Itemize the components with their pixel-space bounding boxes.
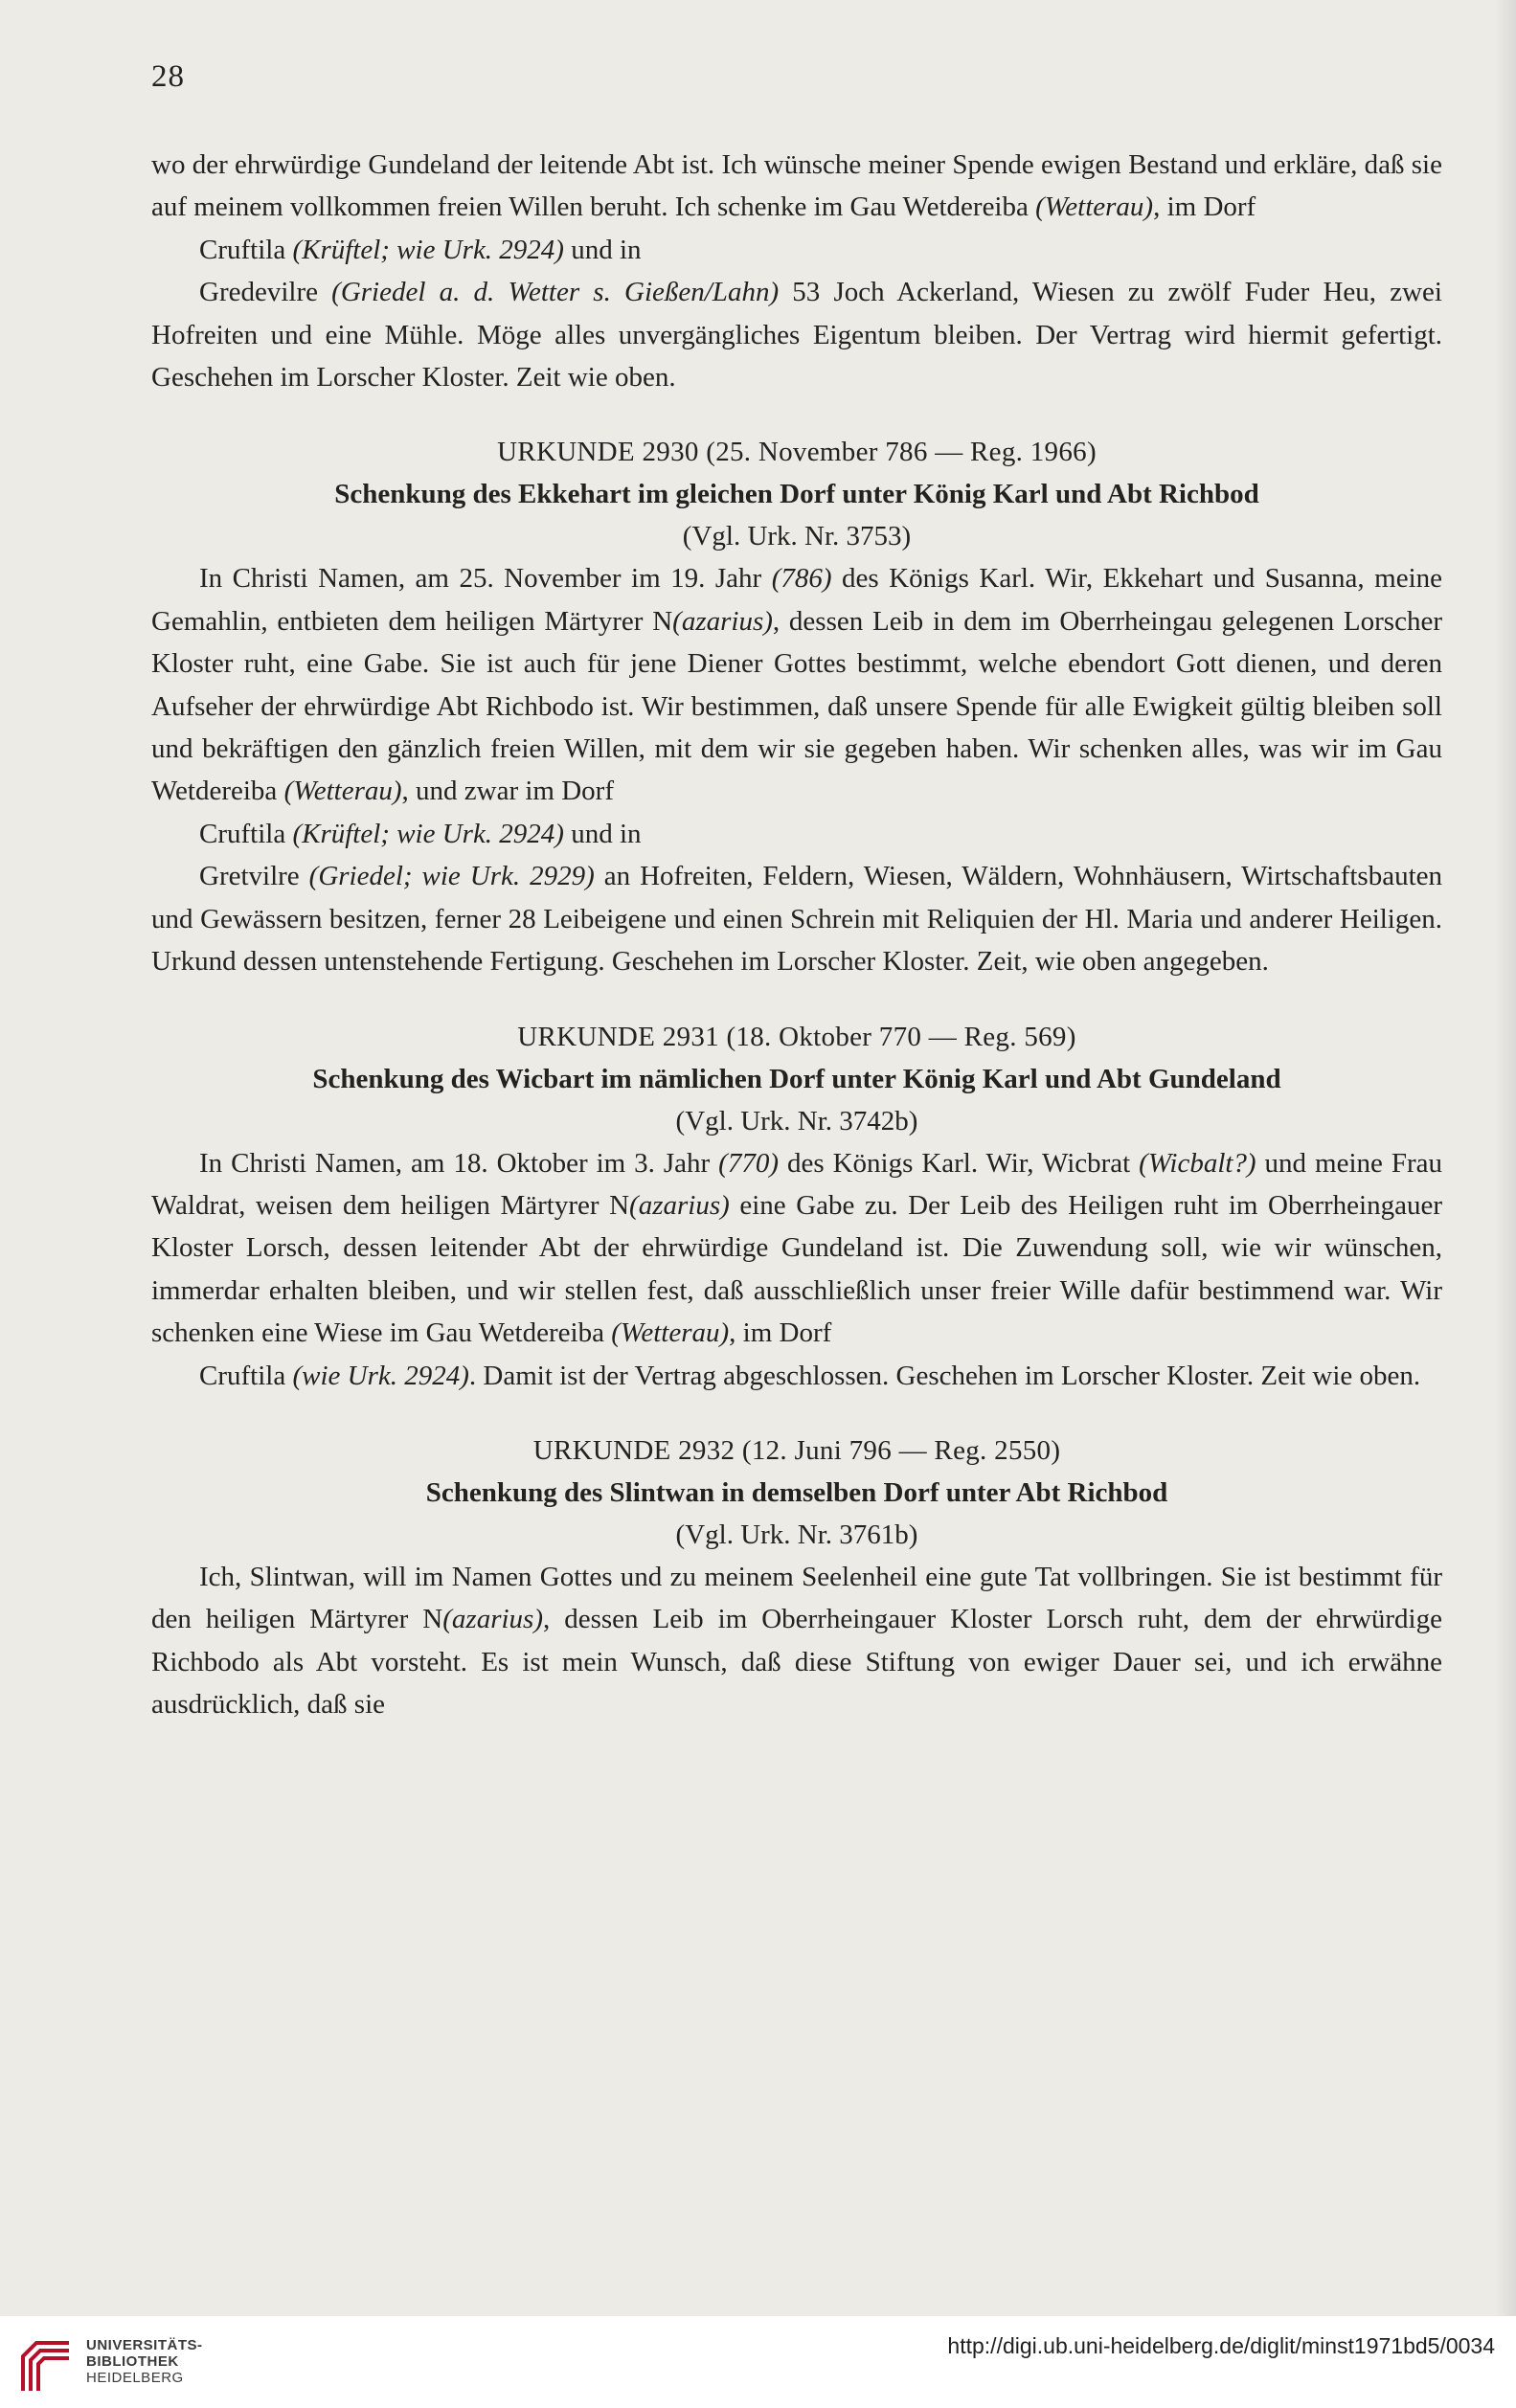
italic-annotation: (Wetterau) — [1035, 191, 1154, 223]
text-run: Gredevilre — [199, 277, 332, 308]
italic-annotation: (786) — [771, 563, 832, 595]
text-run: Cruftila — [199, 1360, 293, 1391]
text-run: Gretvilre — [199, 861, 309, 892]
text-run: , und zwar im Dorf — [401, 776, 614, 807]
paragraph — [151, 813, 1442, 855]
document-heading: URKUNDE 2930 (25. November 786 — Reg. 1966) — [497, 437, 1097, 468]
page-body — [151, 144, 1442, 1726]
italic-annotation: (Wetterau) — [283, 776, 402, 807]
paragraph — [151, 1142, 1442, 1355]
document-heading: URKUNDE 2932 (12. Juni 796 — Reg. 2550) — [532, 1434, 1061, 1466]
text-run: Cruftila — [199, 818, 293, 849]
document-section — [151, 1429, 1442, 1726]
text-run: Ich, Slintwan, will im Namen Gottes und zu meinem Seelenheil eine gute Tat vollbringen. Sie ist bestimmt für den heiligen Märtyrer N — [151, 1561, 1442, 1635]
italic-annotation: (770) — [718, 1147, 779, 1179]
text-run: des Königs Karl. Wir, Ekkehart und Susanna, meine Gemahlin, entbieten dem heiligen Märtyrer N — [151, 563, 1442, 637]
text-run: Cruftila — [199, 234, 293, 265]
text-run: In Christi Namen, am 18. Oktober im 3. Jahr — [199, 1147, 719, 1179]
library-name-line: BIBLIOTHEK — [86, 2353, 179, 2370]
italic-annotation: (azarius) — [629, 1189, 730, 1221]
document-section — [151, 431, 1442, 982]
text-run: und in — [563, 234, 642, 265]
text-run: , dessen Leib in dem im Oberrheingau gelegenen Lorscher Kloster ruht, eine Gabe. Sie ist auch für jene Diener Gottes bestimmt, welche ebendort Gott dienen, und deren Aufseher der ehrwürdige Abt Richbodo ist. Wir bestimmen, daß unsere Spende für alle Ewigkeit gültig bleiben soll und bekräftigen den gänzlich freien Willen, mit dem wir sie gegeben haben. Wir schenken alles, was wir im Gau Wetdereiba — [151, 605, 1442, 807]
text-run: , im Dorf — [1153, 191, 1256, 223]
text-run: des Königs Karl. Wir, Wicbrat — [778, 1147, 1140, 1179]
paragraph — [151, 144, 1442, 229]
library-name — [86, 2337, 203, 2386]
text-run: und in — [563, 818, 642, 849]
italic-annotation: (Griedel; wie Urk. 2929) — [308, 861, 595, 892]
page-number: 28 — [151, 59, 185, 94]
paragraph — [151, 1556, 1442, 1726]
italic-annotation: (Griedel a. d. Wetter s. Gießen/Lahn) — [331, 277, 780, 308]
document-title: Schenkung des Slintwan in demselben Dorf unter Abt Richbod — [425, 1476, 1168, 1508]
document-reference: (Vgl. Urk. Nr. 3761b) — [675, 1519, 918, 1550]
text-run: . Damit ist der Vertrag abgeschlossen. Geschehen im Lorscher Kloster. Zeit wie oben. — [468, 1360, 1421, 1391]
italic-annotation: (Wicbalt?) — [1139, 1147, 1256, 1179]
document-reference: (Vgl. Urk. Nr. 3742b) — [675, 1105, 918, 1136]
italic-annotation: (wie Urk. 2924) — [292, 1360, 469, 1391]
paragraph — [151, 271, 1442, 398]
italic-annotation: (Krüftel; wie Urk. 2924) — [292, 818, 564, 849]
document-title: Schenkung des Wicbart im nämlichen Dorf unter König Karl und Abt Gundeland — [312, 1063, 1281, 1094]
viewer-footer — [0, 2316, 1516, 2408]
italic-annotation: (azarius) — [672, 605, 773, 637]
italic-annotation: (azarius) — [442, 1604, 543, 1635]
text-run: 53 Joch Ackerland, Wiesen zu zwölf Fuder Heu, zwei Hofreiten und eine Mühle. Möge alles unvergängliches Eigentum bleiben. Der Vertrag wird hiermit gefertigt. Geschehen im Lorscher Kloster. Zeit wie oben. — [151, 277, 1442, 394]
document-title: Schenkung des Ekkehart im gleichen Dorf unter König Karl und Abt Richbod — [334, 479, 1259, 510]
text-run: , dessen Leib im Oberrheingauer Kloster Lorsch ruht, dem der ehrwürdige Richbodo als Abt vorsteht. Es ist mein Wunsch, daß diese Stiftung von ewiger Dauer sei, und ich erwähne ausdrücklich, daß sie — [151, 1604, 1442, 1721]
library-logo-icon — [17, 2335, 73, 2393]
text-run: In Christi Namen, am 25. November im 19. Jahr — [199, 563, 772, 595]
paragraph — [151, 855, 1442, 982]
text-run: wo der ehrwürdige Gundeland der leitende Abt ist. Ich wünsche meiner Spende ewigen Bestand und erkläre, daß sie auf meinem vollkommen freien Willen beruht. Ich schenke im Gau Wetdereiba — [151, 149, 1442, 223]
source-url-link[interactable]: http://digi.ub.uni-heidelberg.de/diglit/minst1971bd5/0034 — [947, 2333, 1495, 2358]
document-heading: URKUNDE 2931 (18. Oktober 770 — Reg. 569) — [517, 1021, 1076, 1052]
page-edge-shadow — [1495, 0, 1516, 2408]
italic-annotation: (Krüftel; wie Urk. 2924) — [292, 234, 564, 265]
library-name-line: HEIDELBERG — [86, 2370, 184, 2386]
text-run: eine Gabe zu. Der Leib des Heiligen ruht im Oberrheingauer Kloster Lorsch, dessen leitender Abt der ehrwürdige Gundeland ist. Die Zuwendung soll, wie wir wünschen, immerdar erhalten bleiben, und wir stellen fest, daß ausschließlich unser freier Wille dafür bestimmend war. Wir schenken eine Wiese im Gau Wetdereiba — [151, 1189, 1443, 1349]
paragraph — [151, 557, 1442, 812]
document-reference: (Vgl. Urk. Nr. 3753) — [682, 521, 912, 552]
library-name-line: UNIVERSITÄTS- — [86, 2337, 203, 2353]
paragraph — [151, 1355, 1442, 1397]
text-run: und meine Frau Waldrat, weisen dem heiligen Märtyrer N — [151, 1147, 1442, 1221]
text-run: an Hofreiten, Feldern, Wiesen, Wäldern, Wohnhäusern, Wirtschaftsbauten und Gewässern besitzen, ferner 28 Leibeigene und einen Schrein mit Reliquien der Hl. Maria und anderer Heiligen. Urkund dessen untenstehende Fertigung. Geschehen im Lorscher Kloster. Zeit, wie oben angegeben. — [151, 861, 1442, 978]
text-run: , im Dorf — [729, 1317, 832, 1349]
paragraph — [151, 229, 1442, 271]
italic-annotation: (Wetterau) — [611, 1317, 730, 1349]
document-section — [151, 1016, 1442, 1397]
